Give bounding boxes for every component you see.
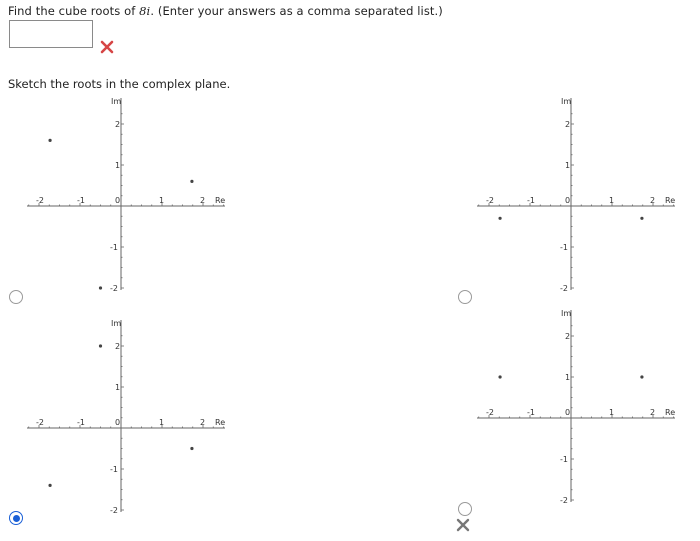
option-2-radio[interactable]: [458, 290, 472, 304]
root-point: [99, 344, 102, 347]
imaginary-tick-label: 1: [565, 373, 571, 382]
real-tick-label: 0: [115, 418, 121, 427]
root-point: [498, 375, 501, 378]
real-tick-label: 2: [200, 418, 206, 427]
root-point: [48, 484, 51, 487]
question-suffix: . (Enter your answers as a comma separated list.): [150, 4, 443, 18]
real-tick-label: 0: [115, 196, 121, 205]
im-axis-label: Im: [111, 319, 122, 328]
imaginary-tick-label: 1: [115, 161, 121, 170]
imaginary-tick-label: -1: [560, 455, 568, 464]
question-prefix: Find the cube roots of: [8, 4, 140, 18]
option-1-plot: [25, 94, 245, 294]
real-tick-label: -2: [36, 418, 44, 427]
sketch-prompt: Sketch the roots in the complex plane.: [8, 77, 231, 91]
real-tick-label: -1: [527, 196, 535, 205]
re-axis-label: Re: [665, 196, 676, 205]
imaginary-tick-label: -2: [110, 284, 118, 293]
real-tick-label: -1: [77, 196, 85, 205]
root-point: [190, 180, 193, 183]
root-point: [498, 217, 501, 220]
root-point: [48, 139, 51, 142]
imaginary-tick-label: 2: [565, 332, 571, 341]
real-tick-label: -2: [36, 196, 44, 205]
re-axis-label: Re: [665, 408, 676, 417]
option-3-plot: [25, 316, 245, 516]
option-4-radio[interactable]: [458, 502, 472, 516]
imaginary-tick-label: 1: [115, 383, 121, 392]
root-point: [99, 286, 102, 289]
real-tick-label: 2: [200, 196, 206, 205]
option-4-plot: [475, 306, 695, 506]
answer-input[interactable]: [9, 20, 93, 48]
re-axis-label: Re: [215, 418, 226, 427]
root-point: [190, 447, 193, 450]
real-tick-label: 0: [565, 408, 571, 417]
imaginary-tick-label: -1: [110, 243, 118, 252]
real-tick-label: -1: [77, 418, 85, 427]
real-tick-label: 2: [650, 196, 656, 205]
imaginary-tick-label: -1: [560, 243, 568, 252]
question-text: [8, 4, 443, 18]
option-2-plot: [475, 94, 695, 294]
option-3-radio[interactable]: [9, 511, 23, 525]
real-tick-label: 2: [650, 408, 656, 417]
incorrect-x-icon: [100, 40, 114, 54]
imaginary-tick-label: 2: [565, 120, 571, 129]
im-axis-label: Im: [561, 97, 572, 106]
question-math: 8i: [139, 4, 151, 18]
real-tick-label: 1: [609, 196, 615, 205]
root-point: [640, 217, 643, 220]
root-point: [640, 375, 643, 378]
real-tick-label: 0: [565, 196, 571, 205]
im-axis-label: Im: [111, 97, 122, 106]
real-tick-label: -2: [486, 408, 494, 417]
real-tick-label: 1: [159, 196, 165, 205]
im-axis-label: Im: [561, 309, 572, 318]
imaginary-tick-label: -2: [560, 284, 568, 293]
real-tick-label: -1: [527, 408, 535, 417]
option-1-radio[interactable]: [9, 290, 23, 304]
real-tick-label: 1: [609, 408, 615, 417]
imaginary-tick-label: -2: [110, 506, 118, 515]
imaginary-tick-label: 2: [115, 120, 121, 129]
real-tick-label: -2: [486, 196, 494, 205]
options-incorrect-x-icon: [456, 518, 470, 532]
imaginary-tick-label: 2: [115, 342, 121, 351]
imaginary-tick-label: 1: [565, 161, 571, 170]
real-tick-label: 1: [159, 418, 165, 427]
re-axis-label: Re: [215, 196, 226, 205]
imaginary-tick-label: -2: [560, 496, 568, 505]
imaginary-tick-label: -1: [110, 465, 118, 474]
